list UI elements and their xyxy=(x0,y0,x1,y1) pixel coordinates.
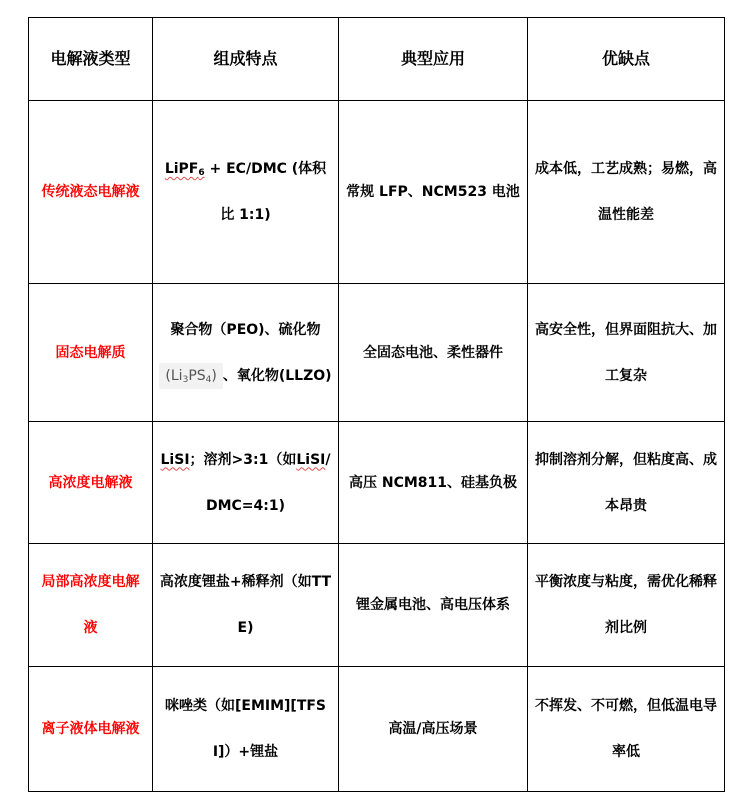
electrolyte-type-cell: 高浓度电解液 xyxy=(29,422,153,544)
application-cell: 全固态电池、柔性器件 xyxy=(339,284,528,422)
spellcheck-word: LiSI xyxy=(160,451,190,468)
spellcheck-word: LiPF$_6$ xyxy=(164,161,205,178)
pros-cons-cell: 平衡浓度与粘度，需优化稀释剂比例 xyxy=(528,544,725,667)
table-row xyxy=(29,101,725,284)
header-row xyxy=(29,18,725,101)
electrolyte-type-cell: 局部高浓度电解液 xyxy=(29,544,153,667)
composition-cell: LiSI；溶剂>3:1（如LiSI/DMC=4:1) xyxy=(153,422,339,544)
table-row xyxy=(29,422,725,544)
composition-cell: 聚合物（PEO)、硫化物$(Li_3PS_4)$ 、氧化物(LLZO) xyxy=(153,284,339,422)
header-composition: 组成特点 xyxy=(153,18,339,101)
header-application: 典型应用 xyxy=(339,18,528,101)
pros-cons-cell: 成本低，工艺成熟；易燃，高温性能差 xyxy=(528,101,725,284)
composition-cell: 咪唑类（如[EMIM][TFSI]）+锂盐 xyxy=(153,667,339,792)
application-cell: 锂金属电池、高电压体系 xyxy=(339,544,528,667)
spellcheck-word: LiSI xyxy=(296,451,326,468)
electrolyte-type-cell: 离子液体电解液 xyxy=(29,667,153,792)
electrolyte-type-cell: 传统液态电解液 xyxy=(29,101,153,284)
application-cell: 常规 LFP、NCM523 电池 xyxy=(339,101,528,284)
table-row xyxy=(29,544,725,667)
pros-cons-cell: 抑制溶剂分解，但粘度高、成本昂贵 xyxy=(528,422,725,544)
table-row xyxy=(29,284,725,422)
header-type: 电解液类型 xyxy=(29,18,153,101)
composition-cell: 高浓度锂盐+稀释剂（如TTE) xyxy=(153,544,339,667)
composition-cell: LiPF$_6$ + EC/DMC (体积比 1:1) xyxy=(153,101,339,284)
header-pros-cons: 优缺点 xyxy=(528,18,725,101)
formula-chip: $(Li_3PS_4)$ xyxy=(159,363,222,389)
table-row xyxy=(29,667,725,792)
application-cell: 高温/高压场景 xyxy=(339,667,528,792)
application-cell: 高压 NCM811、硅基负极 xyxy=(339,422,528,544)
electrolyte-type-cell: 固态电解质 xyxy=(29,284,153,422)
pros-cons-cell: 不挥发、不可燃，但低温电导率低 xyxy=(528,667,725,792)
electrolyte-comparison-table xyxy=(28,17,725,792)
pros-cons-cell: 高安全性，但界面阻抗大、加工复杂 xyxy=(528,284,725,422)
